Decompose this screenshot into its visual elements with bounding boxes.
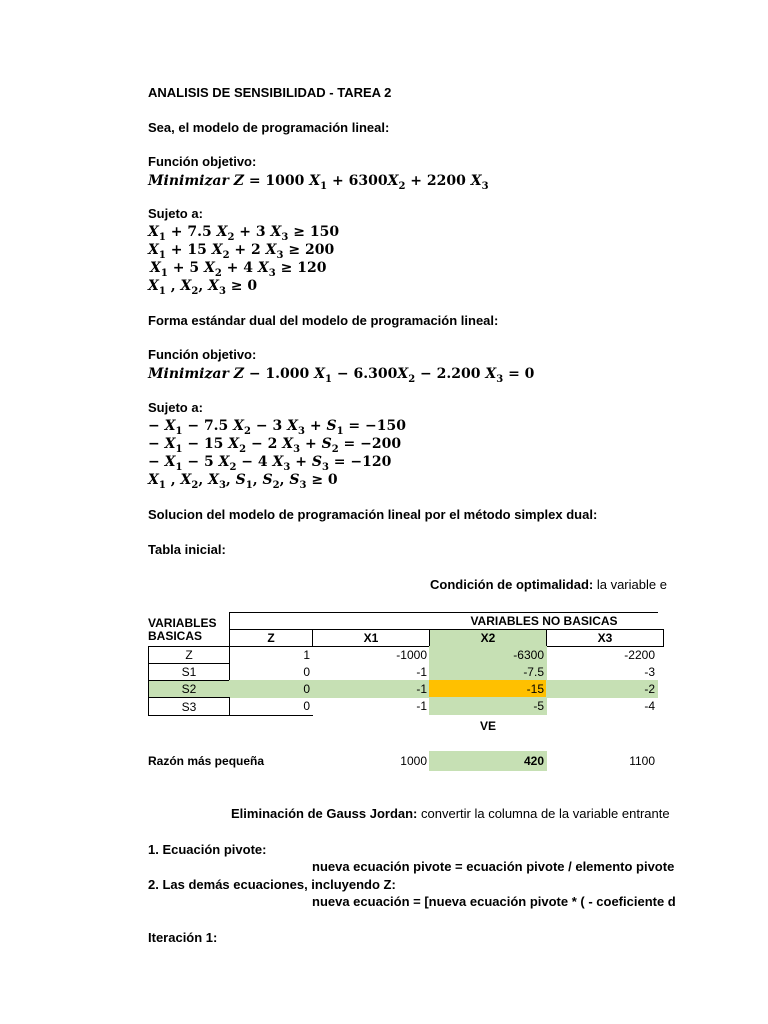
ratio-x3: 1100 xyxy=(629,754,655,768)
row-label-z: Z xyxy=(148,646,230,664)
cell-s3-z: 0 xyxy=(303,699,310,713)
cell-s1-x3: -3 xyxy=(644,665,655,679)
initial-table-label: Tabla inicial: xyxy=(148,542,226,557)
subject-to-label: Sujeto a: xyxy=(148,206,203,221)
non-negativity-1: $X_1$ , $X_2$, $X_3 \ge 0$ xyxy=(148,278,258,297)
step-2-label: 2. Las demás ecuaciones, incluyendo Z: xyxy=(148,877,396,892)
subject-to-label-2: Sujeto a: xyxy=(148,400,203,415)
ratio-x2: 420 xyxy=(429,751,547,771)
row-label-s1: S1 xyxy=(148,663,230,681)
column-header-x1: X1 xyxy=(312,629,430,647)
cell-s1-x1: -1 xyxy=(416,665,427,679)
cell-s3-x1: -1 xyxy=(416,699,427,713)
objective-function: Minimizar Z = 1000 $X_1 + 6300X_2 + 2200$ $X_3$ xyxy=(148,173,489,192)
objective-label: Función objetivo: xyxy=(148,154,257,169)
intro-text: Sea, el modelo de programación lineal: xyxy=(148,120,390,135)
entering-variable-label: VE xyxy=(479,719,496,733)
iteration-1-label: Iteración 1: xyxy=(148,930,218,945)
objective-function-2: Minimizar Z − 1.000 $X_1 - 6.300X_2 - 2.200$ $X_3 = 0$ xyxy=(148,366,535,385)
constraint-2: $X_1 + 15$ $X_2 + 2$ $X_3 \ge 200$ xyxy=(148,242,335,261)
cell-s1-z: 0 xyxy=(303,665,310,679)
smallest-ratio-label: Razón más pequeña xyxy=(148,754,265,768)
column-header-x2: X2 xyxy=(429,629,547,647)
cell-s3-x3: -4 xyxy=(644,699,655,713)
dual-constraint-1: − $X_1 - 7.5$ $X_2 - 3$ $X_3 + S_1 = -150$ xyxy=(148,418,406,437)
cell-z-x3: -2200 xyxy=(624,648,655,662)
cell-z-x2: -6300 xyxy=(429,646,547,664)
row-label-s2: S2 xyxy=(148,680,230,698)
step-2-formula: nueva ecuación = [nueva ecuación pivote * ( - coeficiente d xyxy=(312,894,676,909)
basic-variables-header: VARIABLES BASICAS xyxy=(148,616,217,643)
dual-constraint-3: − $X_1 - 5$ $X_2 - 4$ $X_3 + S_3 = -120$ xyxy=(148,454,392,473)
step-1-formula: nueva ecuación pivote = ecuación pivote / elemento pivote xyxy=(312,859,675,874)
pivot-element: -15 xyxy=(429,680,547,698)
solution-heading: Solucion del modelo de programación lineal por el método simplex dual: xyxy=(148,507,598,522)
dual-heading: Forma estándar dual del modelo de programación lineal: xyxy=(148,313,499,328)
row-label-s3: S3 xyxy=(148,697,230,716)
cell-z-z: 1 xyxy=(303,648,310,662)
gauss-jordan-text: Eliminación de Gauss Jordan: convertir la columna de la variable entrante xyxy=(231,806,670,821)
constraint-1: $X_1 + 7.5$ $X_2 + 3$ $X_3 \ge 150$ xyxy=(148,224,340,243)
cell-s2-z: 0 xyxy=(229,680,313,698)
column-header-z: Z xyxy=(229,629,313,647)
cell-s3-x2: -5 xyxy=(429,697,547,715)
step-1-label: 1. Ecuación pivote: xyxy=(148,842,267,857)
objective-label-2: Función objetivo: xyxy=(148,347,257,362)
non-negativity-2: $X_1$ , $X_2$, $X_3$, $S_1$, $S_2$, $S_3 \ge 0$ xyxy=(148,472,338,491)
cell-s1-x2: -7.5 xyxy=(429,663,547,681)
cell-z-x1: -1000 xyxy=(396,648,427,662)
dual-constraint-2: − $X_1 - 15$ $X_2 - 2$ $X_3 + S_2 = -200$ xyxy=(148,436,402,455)
constraint-3: $X_1 + 5$ $X_2 + 4$ $X_3 \ge 120$ xyxy=(150,260,327,279)
cell-s2-x3: -2 xyxy=(546,680,658,698)
nonbasic-variables-header: VARIABLES NO BASICAS xyxy=(470,614,618,628)
ratio-x1: 1000 xyxy=(400,754,427,768)
column-header-x3: X3 xyxy=(546,629,664,647)
document-title: ANALISIS DE SENSIBILIDAD - TAREA 2 xyxy=(148,85,392,100)
optimality-condition: Condición de optimalidad: la variable e xyxy=(430,577,667,592)
cell-s2-x1: -1 xyxy=(312,680,430,698)
